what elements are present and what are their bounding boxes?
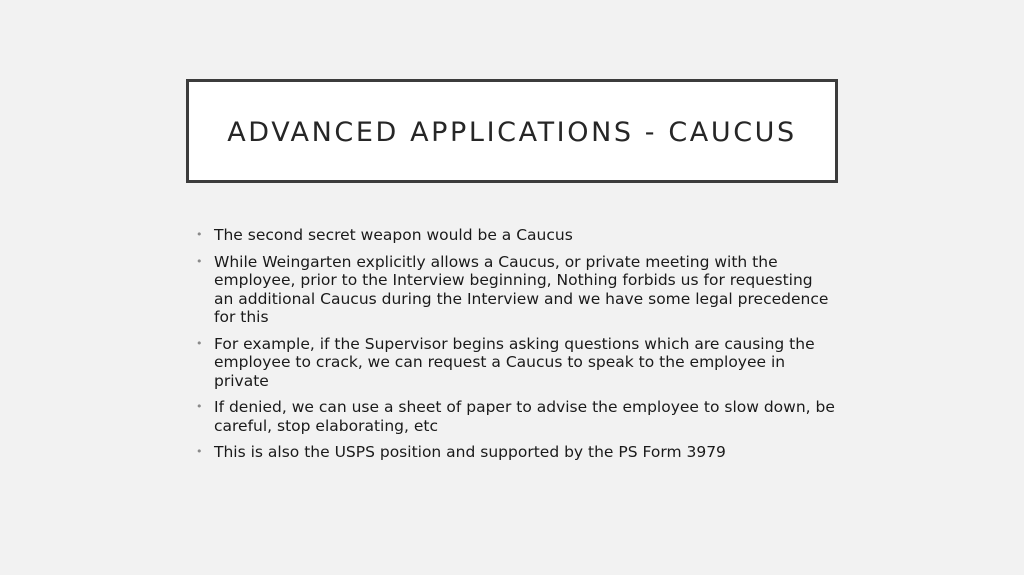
- bullet-text: This is also the USPS position and supported by the PS Form 3979: [214, 443, 726, 461]
- bullet-item: [196, 226, 836, 245]
- bullet-list: [196, 226, 836, 470]
- slide-title: ADVANCED APPLICATIONS - CAUCUS: [227, 116, 797, 148]
- bullet-text: While Weingarten explicitly allows a Caucus, or private meeting with the employee, prior to the Interview beginning, Nothing forbids us for requesting an additional Caucus during the Interview and we have some legal precedence for this: [214, 252, 829, 326]
- bullet-item: [196, 398, 836, 435]
- title-box: [186, 79, 838, 183]
- bullet-text: The second secret weapon would be a Caucus: [214, 226, 573, 244]
- bullet-icon: •: [196, 254, 203, 268]
- bullet-icon: •: [196, 445, 203, 458]
- bullet-icon: •: [196, 400, 203, 413]
- bullet-icon: •: [196, 228, 203, 241]
- bullet-item: [196, 443, 836, 462]
- bullet-item: [196, 253, 836, 327]
- bullet-icon: •: [196, 336, 203, 350]
- bullet-item: [196, 335, 836, 391]
- bullet-text: For example, if the Supervisor begins asking questions which are causing the employee to crack, we can request a Caucus to speak to the employee in private: [214, 334, 815, 390]
- bullet-text: If denied, we can use a sheet of paper to advise the employee to slow down, be careful, stop elaborating, etc: [214, 398, 835, 435]
